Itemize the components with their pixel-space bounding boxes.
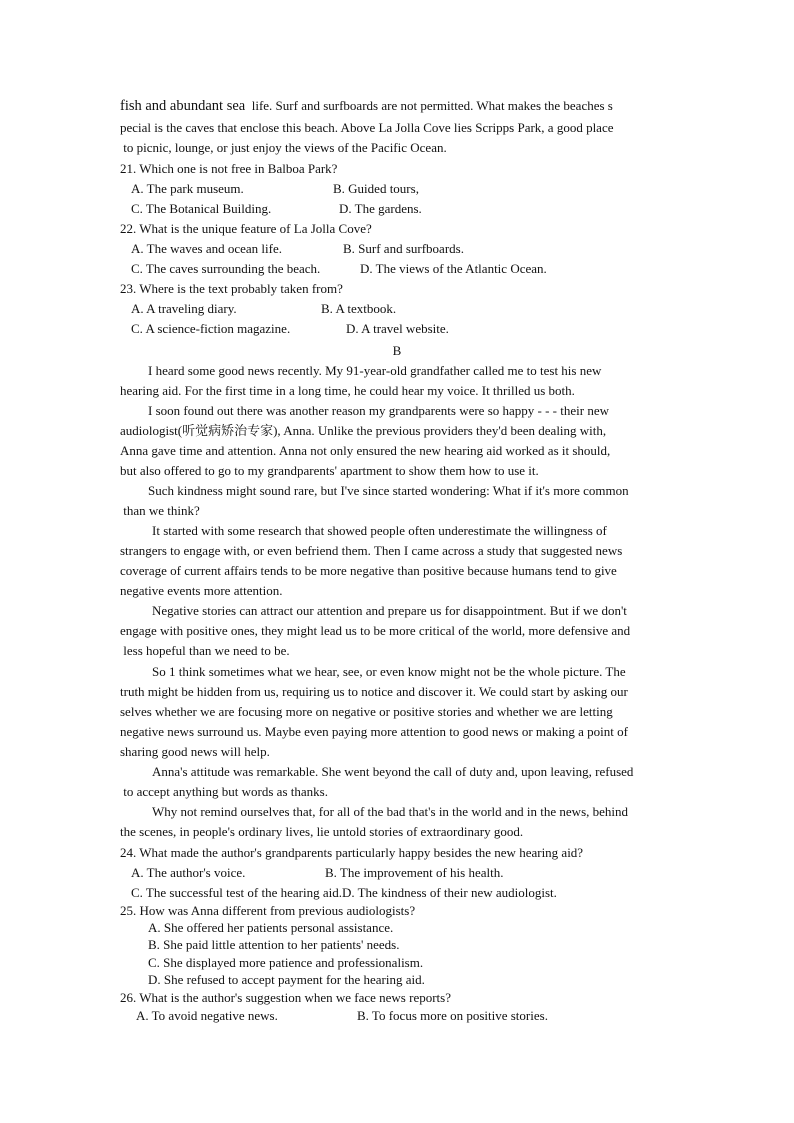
q24-option-b: B. The improvement of his health. (325, 865, 504, 880)
passage-b-line: to accept anything but words as thanks. (120, 784, 328, 799)
passage-b-line: hearing aid. For the first time in a long time, he could hear my voice. It thrilled us both. (120, 383, 575, 398)
passage-b-line: strangers to engage with, or even befriend them. Then I came across a study that suggested news (120, 543, 623, 558)
q25-option-b: B. She paid little attention to her patients' needs. (148, 937, 400, 952)
q21-option-d: D. The gardens. (339, 201, 422, 216)
q23-option-d: D. A travel website. (346, 321, 449, 336)
q22-option-c: C. The caves surrounding the beach. (131, 261, 321, 276)
passage-a-line-1-rest: life. Surf and surfboards are not permitted. What makes the beaches s (245, 98, 613, 113)
passage-b-line: So 1 think sometimes what we hear, see, or even know might not be the whole picture. The (152, 664, 626, 679)
passage-b-line: It started with some research that showed people often underestimate the willingness of (152, 523, 607, 538)
passage-b-line: sharing good news will help. (120, 744, 270, 759)
q25-option-c: C. She displayed more patience and professionalism. (148, 955, 424, 970)
passage-b-line: I soon found out there was another reason my grandparents were so happy - - - their new (148, 403, 609, 418)
q21-stem: 21. Which one is not free in Balboa Park? (120, 161, 338, 176)
q22-option-d: D. The views of the Atlantic Ocean. (360, 261, 547, 276)
q24-option-a: A. The author's voice. (131, 865, 246, 880)
passage-a-line-2: pecial is the caves that enclose this beach. Above La Jolla Cove lies Scripps Park, a good place (120, 120, 614, 135)
q23-option-b: B. A textbook. (321, 301, 397, 316)
passage-b-line: the scenes, in people's ordinary lives, lie untold stories of extraordinary good. (120, 824, 524, 839)
q26-option-a: A. To avoid negative news. (136, 1008, 278, 1023)
q21-option-a: A. The park museum. (131, 181, 244, 196)
q22-option-a: A. The waves and ocean life. (131, 241, 283, 256)
q21-option-b: B. Guided tours, (333, 181, 419, 196)
q23-option-c: C. A science-fiction magazine. (131, 321, 291, 336)
passage-b-line: less hopeful than we need to be. (120, 643, 290, 658)
q22-stem: 22. What is the unique feature of La Jolla Cove? (120, 221, 372, 236)
q25-stem: 25. How was Anna different from previous audiologists? (120, 903, 416, 918)
passage-b-line: but also offered to go to my grandparents' apartment to show them how to use it. (120, 463, 539, 478)
q23-option-a: A. A traveling diary. (131, 301, 237, 316)
passage-b-line: truth might be hidden from us, requiring us to notice and discover it. We could start by asking our (120, 684, 628, 699)
q26-option-b: B. To focus more on positive stories. (357, 1008, 548, 1023)
q23-stem: 23. Where is the text probably taken from? (120, 281, 343, 296)
passage-b-line: engage with positive ones, they might lead us to be more critical of the world, more defensive and (120, 623, 631, 638)
section-b-heading: B (392, 343, 402, 358)
q21-option-c: C. The Botanical Building. (131, 201, 272, 216)
passage-b-line: selves whether we are focusing more on negative or positive stories and whether we are letting (120, 704, 613, 719)
passage-b-line: than we think? (120, 503, 200, 518)
q25-option-d: D. She refused to accept payment for the hearing aid. (148, 972, 425, 987)
q25-option-a: A. She offered her patients personal assistance. (148, 920, 394, 935)
passage-a-line-1 (120, 98, 613, 114)
passage-a-line-3: to picnic, lounge, or just enjoy the views of the Pacific Ocean. (120, 140, 447, 155)
passage-b-line: Why not remind ourselves that, for all of the bad that's in the world and in the news, behind (152, 804, 629, 819)
passage-b-line: negative events more attention. (120, 583, 283, 598)
q24-stem: 24. What made the author's grandparents particularly happy besides the new hearing aid? (120, 845, 584, 860)
passage-b-line: Such kindness might sound rare, but I've since started wondering: What if it's more common (148, 483, 629, 498)
passage-b-line: negative news surround us. Maybe even paying more attention to good news or making a point of (120, 724, 628, 739)
q24-options-c-d: C. The successful test of the hearing aid.D. The kindness of their new audiologist. (131, 885, 557, 900)
passage-a-lead: fish and abundant sea (120, 98, 246, 114)
passage-b-line: coverage of current affairs tends to be more negative than positive because humans tend to give (120, 563, 617, 578)
passage-b-line: I heard some good news recently. My 91-year-old grandfather called me to test his new (148, 363, 602, 378)
q22-option-b: B. Surf and surfboards. (343, 241, 464, 256)
passage-b-line: Negative stories can attract our attention and prepare us for disappointment. But if we don't (152, 603, 627, 618)
q26-stem: 26. What is the author's suggestion when we face news reports? (120, 990, 451, 1005)
passage-b-line: audiologist(听觉病矫治专家), Anna. Unlike the previous providers they'd been dealing with, (120, 423, 607, 438)
passage-b-line: Anna's attitude was remarkable. She went beyond the call of duty and, upon leaving, refused (152, 764, 634, 779)
passage-b-line: Anna gave time and attention. Anna not only ensured the new hearing aid worked as it should, (120, 443, 611, 458)
